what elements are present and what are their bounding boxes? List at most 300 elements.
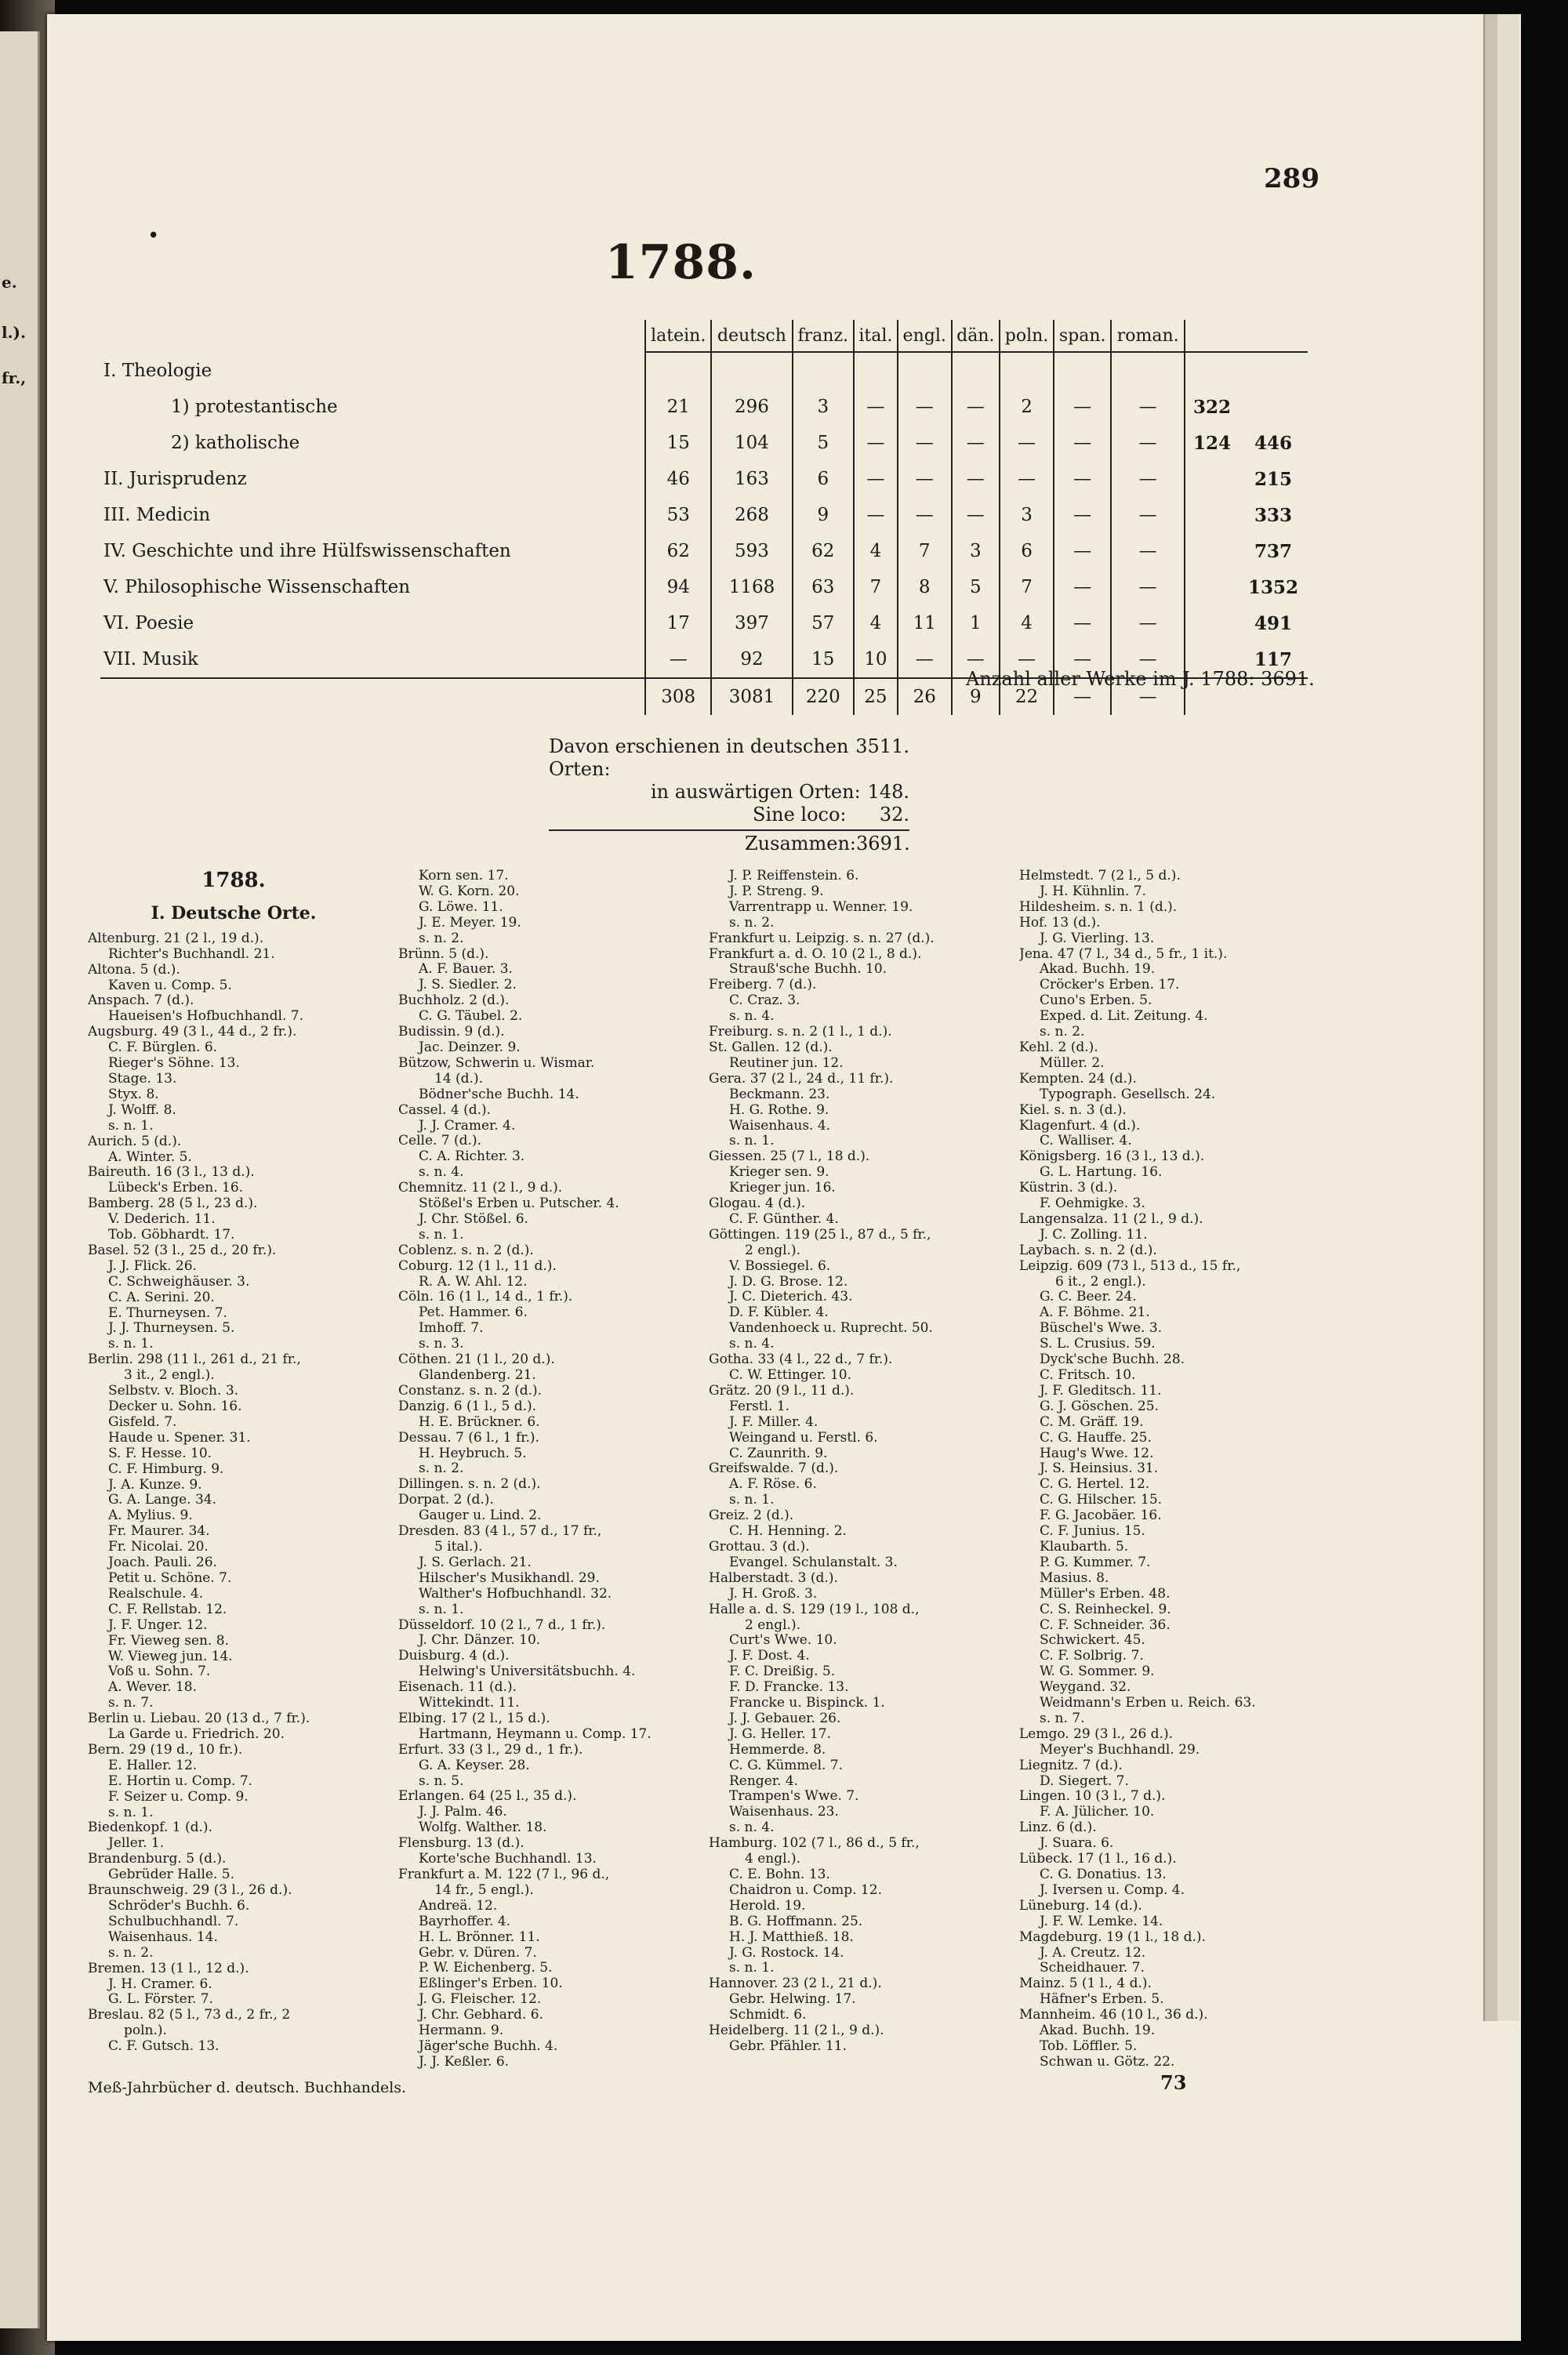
list-item: 14 fr., 5 engl.). [434, 1881, 534, 1898]
list-item: Coburg. 12 (1 l., 11 d.). [398, 1257, 557, 1274]
list-item: C. F. Himburg. 9. [108, 1461, 224, 1477]
list-item: Cöthen. 21 (1 l., 20 d.). [398, 1352, 555, 1368]
table-cell [1111, 352, 1185, 389]
table-cell: 1 [952, 605, 1000, 641]
list-item: s. n. 4. [729, 1008, 775, 1025]
list-item: s. n. 2. [729, 914, 775, 931]
list-item: J. Chr. Gebhard. 6. [419, 2007, 543, 2023]
list-item: E. Hortin u. Comp. 7. [108, 1773, 253, 1789]
table-cell: 6 [793, 461, 854, 497]
subtotal-cell [1185, 352, 1239, 389]
list-item: C. G. Hilscher. 15. [1040, 1492, 1163, 1508]
table-cell: — [898, 425, 952, 461]
table-cell: 3 [952, 533, 1000, 569]
list-item: H. J. Matthieß. 18. [729, 1929, 854, 1945]
table-cell: — [898, 497, 952, 533]
table-cell: 53 [645, 497, 711, 533]
list-item: Kiel. s. n. 3 (d.). [1019, 1101, 1127, 1118]
list-item: C. F. Rellstab. 12. [108, 1601, 227, 1617]
list-item: Helwing's Universitätsbuchh. 4. [419, 1664, 636, 1680]
table-cell: — [952, 425, 1000, 461]
list-item: s. n. 1. [108, 1804, 154, 1820]
list-item: J. E. Meyer. 19. [419, 914, 521, 931]
list-item: Petit u. Schöne. 7. [108, 1569, 232, 1586]
list-item: J. A. Kunze. 9. [108, 1476, 202, 1493]
list-item: J. S. Heinsius. 31. [1040, 1461, 1159, 1477]
list-item: Dillingen. s. n. 2 (d.). [398, 1476, 541, 1493]
summary-row: Sine loco: 32. [753, 804, 909, 826]
list-item: Decker u. Sohn. 16. [108, 1399, 242, 1414]
sum-cell: 220 [793, 678, 854, 715]
row-label: I. Theologie [103, 360, 212, 381]
list-item: H. E. Brückner. 6. [419, 1413, 540, 1430]
list-item: Flensburg. 13 (d.). [398, 1835, 524, 1852]
list-item: Langensalza. 11 (2 l., 9 d.). [1019, 1210, 1203, 1227]
list-item: Braunschweig. 29 (3 l., 26 d.). [88, 1882, 292, 1899]
list-item: Lemgo. 29 (3 l., 26 d.). [1019, 1725, 1173, 1742]
list-item: Elbing. 17 (2 l., 15 d.). [398, 1710, 550, 1726]
summary-rule [549, 829, 909, 831]
list-item: C. F. Günther. 4. [729, 1210, 839, 1227]
table-cell: — [1111, 605, 1185, 641]
list-item: Varrentrapp u. Wenner. 19. [729, 898, 913, 915]
subtotal-cell: 124 [1185, 425, 1239, 461]
list-heading: I. Deutsche Orte. [151, 902, 317, 923]
list-item: J. C. Dieterich. 43. [729, 1289, 853, 1305]
list-item: Büschel's Wwe. 3. [1040, 1320, 1163, 1337]
list-item: Dyck'sche Buchh. 28. [1040, 1352, 1185, 1368]
list-item: poln.). [124, 2023, 167, 2039]
list-item: Klagenfurt. 4 (d.). [1019, 1117, 1141, 1134]
list-item: Tob. Löffler. 5. [1040, 2037, 1138, 2054]
list-item: Hof. 13 (d.). [1019, 914, 1101, 931]
sum-cell: 25 [854, 678, 898, 715]
grand-total-cell [1239, 352, 1308, 389]
list-item: J. Wolff. 8. [108, 1101, 176, 1118]
row-label: V. Philosophische Wissenschaften [103, 577, 411, 597]
list-item: Weidmann's Erben u. Reich. 63. [1040, 1695, 1256, 1711]
table-cell [1000, 352, 1054, 389]
sum-cell: 26 [898, 678, 952, 715]
list-item: Brünn. 5 (d.). [398, 945, 489, 962]
list-item: Heidelberg. 11 (2 l., 9 d.). [709, 2023, 884, 2039]
table-cell: 5 [952, 569, 1000, 605]
list-item: J. F. Unger. 12. [108, 1617, 208, 1633]
table-cell: — [1054, 641, 1111, 678]
table-cell: 15 [645, 425, 711, 461]
list-item: Francke u. Bispinck. 1. [729, 1695, 885, 1711]
list-item: Strauß'sche Buchh. 10. [729, 961, 887, 978]
list-item: Erfurt. 33 (3 l., 29 d., 1 fr.). [398, 1741, 583, 1758]
list-item: Hartmann, Heymann u. Comp. 17. [419, 1725, 652, 1742]
list-item: Schulbuchhandl. 7. [108, 1913, 239, 1929]
table-row [100, 497, 1308, 533]
list-item: C. F. Solbrig. 7. [1040, 1648, 1144, 1664]
list-item: H. Heybruch. 5. [419, 1445, 527, 1461]
list-item: C. A. Richter. 3. [419, 1148, 525, 1165]
list-item: C. H. Henning. 2. [729, 1523, 847, 1540]
list-item: Cuno's Erben. 5. [1040, 992, 1152, 1009]
list-item: F. G. Jacobäer. 16. [1040, 1508, 1162, 1524]
list-item: Laybach. s. n. 2 (d.). [1019, 1242, 1157, 1258]
table-cell: — [1000, 425, 1054, 461]
list-item: Liegnitz. 7 (d.). [1019, 1757, 1123, 1773]
list-item: Dessau. 7 (6 l., 1 fr.). [398, 1429, 539, 1446]
list-item: Freiberg. 7 (d.). [709, 977, 817, 993]
list-item: J. J. Keßler. 6. [419, 2053, 510, 2070]
list-item: Lingen. 10 (3 l., 7 d.). [1019, 1788, 1166, 1805]
list-item: Schmidt. 6. [729, 2007, 807, 2023]
page-edge-shadow [1483, 14, 1497, 2021]
list-item: J. J. Thurneysen. 5. [108, 1320, 235, 1337]
list-item: Weygand. 32. [1040, 1679, 1131, 1696]
list-item: Eßlinger's Erben. 10. [419, 1976, 563, 1992]
statistics-table [100, 320, 1308, 715]
list-item: Gera. 37 (2 l., 24 d., 11 fr.). [709, 1070, 894, 1087]
table-row [100, 569, 1308, 605]
signature-mark: 73 [1160, 2071, 1187, 2094]
list-item: Freiburg. s. n. 2 (1 l., 1 d.). [709, 1024, 892, 1040]
list-item: Korn sen. 17. [419, 869, 509, 884]
list-item: C. W. Ettinger. 10. [729, 1367, 852, 1383]
grand-total-cell: 215 [1254, 468, 1292, 490]
list-item: Waisenhaus. 23. [729, 1804, 839, 1820]
list-item: Frankfurt a. d. O. 10 (2 l., 8 d.). [709, 945, 922, 962]
list-item: s. n. 2. [419, 930, 464, 946]
list-item: Chemnitz. 11 (2 l., 9 d.). [398, 1180, 563, 1196]
list-item: Krieger sen. 9. [729, 1164, 829, 1181]
list-item: Bayrhoffer. 4. [419, 1913, 510, 1929]
list-item: V. Bossiegel. 6. [729, 1257, 831, 1274]
list-item: J. H. Kühnlin. 7. [1040, 883, 1146, 899]
column-header: roman. [1111, 320, 1185, 352]
list-item: J. G. Fleischer. 12. [419, 1991, 542, 2008]
footer-note: Meß-Jahrbücher d. deutsch. Buchhandels. [88, 2079, 407, 2096]
list-item: G. A. Lange. 34. [108, 1492, 217, 1508]
list-item: C. A. Serini. 20. [108, 1289, 215, 1305]
list-item: s. n. 4. [729, 1820, 775, 1836]
page-stack-edge [1496, 14, 1519, 2021]
list-item: A. Mylius. 9. [108, 1508, 193, 1524]
prev-page-fragment: e. [2, 273, 17, 292]
list-item: C. F. Schneider. 36. [1040, 1617, 1171, 1633]
list-item: Tob. Göbhardt. 17. [108, 1227, 235, 1243]
list-column-1 [88, 869, 379, 2070]
table-row [100, 533, 1308, 569]
table-cell: 4 [854, 533, 898, 569]
list-item: F. C. Dreißig. 5. [729, 1664, 836, 1680]
list-item: Cöln. 16 (1 l., 14 d., 1 fr.). [398, 1289, 573, 1305]
list-item: D. Siegert. 7. [1040, 1773, 1129, 1789]
summary-total-row: Zusammen: 3691. [745, 833, 910, 855]
list-item: C. G. Täubel. 2. [419, 1008, 523, 1025]
table-cell: 62 [793, 533, 854, 569]
list-item: Waisenhaus. 4. [729, 1117, 831, 1134]
list-item: Frankfurt u. Leipzig. s. n. 27 (d.). [709, 930, 935, 946]
list-item: Küstrin. 3 (d.). [1019, 1180, 1118, 1196]
table-cell [793, 352, 854, 389]
list-item: Königsberg. 16 (3 l., 13 d.). [1019, 1148, 1205, 1165]
list-item: Krieger jun. 16. [729, 1180, 836, 1196]
table-cell: 9 [793, 497, 854, 533]
list-item: Cassel. 4 (d.). [398, 1101, 492, 1118]
list-item: Greifswalde. 7 (d.). [709, 1461, 839, 1477]
column-header: franz. [793, 320, 854, 352]
list-item: Klaubarth. 5. [1040, 1538, 1129, 1555]
list-item: Selbstv. v. Bloch. 3. [108, 1383, 239, 1399]
list-item: Mainz. 5 (1 l., 4 d.). [1019, 1976, 1152, 1992]
list-item: C. F. Bürglen. 6. [108, 1040, 218, 1056]
list-item: Pet. Hammer. 6. [419, 1305, 528, 1321]
table-cell: 63 [793, 569, 854, 605]
list-item: Bremen. 13 (1 l., 12 d.). [88, 1960, 249, 1976]
list-item: Chaidron u. Comp. 12. [729, 1881, 882, 1898]
table-cell [711, 352, 792, 389]
table-cell: — [1054, 497, 1111, 533]
sum-cell: — [1111, 678, 1185, 715]
list-item: s. n. 7. [108, 1695, 154, 1711]
list-item: F. Seizer u. Comp. 9. [108, 1788, 249, 1805]
page-number: 289 [1264, 163, 1319, 194]
list-item: Bern. 29 (19 d., 10 fr.). [88, 1741, 243, 1758]
list-item: W. G. Korn. 20. [419, 883, 520, 899]
list-item: C. Walliser. 4. [1040, 1133, 1132, 1149]
list-item: Masius. 8. [1040, 1569, 1109, 1586]
list-item: Evangel. Schulanstalt. 3. [729, 1554, 898, 1570]
list-item: Akad. Buchh. 19. [1040, 961, 1156, 978]
list-item: Schwickert. 45. [1040, 1632, 1145, 1649]
grand-total-cell [1239, 389, 1308, 425]
row-label: 2) katholische [171, 433, 300, 453]
list-item: G. A. Keyser. 28. [419, 1757, 530, 1773]
table-cell: 21 [645, 389, 711, 425]
table-cell: 104 [711, 425, 792, 461]
table-cell: — [645, 641, 711, 678]
list-item: P. W. Eichenberg. 5. [419, 1960, 553, 1976]
list-item: S. L. Crusius. 59. [1040, 1336, 1156, 1352]
list-item: s. n. 1. [729, 1960, 775, 1976]
table-cell: 57 [793, 605, 854, 641]
table-cell: — [1054, 425, 1111, 461]
list-item: Ferstl. 1. [729, 1398, 790, 1414]
list-item: Aurich. 5 (d.). [88, 1133, 182, 1149]
table-cell: 15 [793, 641, 854, 678]
table-row [100, 352, 1308, 389]
list-item: s. n. 1. [108, 1117, 154, 1134]
list-item: G. C. Beer. 24. [1040, 1289, 1137, 1305]
list-item: Glogau. 4 (d.). [709, 1196, 806, 1212]
list-item: Meyer's Buchhandl. 29. [1040, 1741, 1200, 1758]
list-item: C. G. Hauffe. 25. [1040, 1429, 1152, 1446]
row-label: IV. Geschichte und ihre Hülfswissenschaften [103, 541, 511, 561]
list-item: Bamberg. 28 (5 l., 23 d.). [88, 1196, 258, 1212]
list-item: Baireuth. 16 (3 l., 13 d.). [88, 1164, 255, 1181]
sum-cell: 22 [1000, 678, 1054, 715]
list-item: Glandenberg. 21. [419, 1367, 536, 1383]
table-cell: — [1111, 425, 1185, 461]
list-item: C. Schweighäuser. 3. [108, 1273, 250, 1290]
list-item: Giessen. 25 (7 l., 18 d.). [709, 1148, 870, 1165]
list-item: C. G. Hertel. 12. [1040, 1476, 1150, 1493]
column-header: deutsch [711, 320, 792, 352]
list-item: Altona. 5 (d.). [88, 961, 180, 978]
list-item: Haude u. Spener. 31. [108, 1429, 251, 1446]
table-cell [1054, 352, 1111, 389]
list-item: Frankfurt a. M. 122 (7 l., 96 d., [398, 1867, 610, 1882]
list-item: Waisenhaus. 14. [108, 1929, 218, 1945]
list-item: Fr. Vieweg sen. 8. [108, 1632, 229, 1649]
grand-total-cell: 117 [1254, 648, 1292, 670]
list-item: C. M. Gräff. 19. [1040, 1413, 1144, 1430]
list-item: Brandenburg. 5 (d.). [88, 1851, 227, 1867]
list-item: Anspach. 7 (d.). [88, 992, 194, 1009]
list-item: Gebrüder Halle. 5. [108, 1867, 234, 1883]
table-cell: — [1054, 461, 1111, 497]
list-item: Akad. Buchh. 19. [1040, 2023, 1156, 2039]
table-cell: — [898, 641, 952, 678]
row-label: II. Jurisprudenz [103, 469, 247, 489]
list-item: J. F. W. Lemke. 14. [1040, 1913, 1163, 1929]
row-label: III. Medicin [103, 505, 211, 525]
places-list [88, 869, 1311, 2070]
list-item: Realschule. 4. [108, 1585, 204, 1602]
list-item: Andreä. 12. [419, 1897, 498, 1914]
list-item: Gebr. v. Düren. 7. [419, 1944, 537, 1961]
table-cell: — [854, 497, 898, 533]
list-item: Rieger's Söhne. 13. [108, 1055, 240, 1072]
table-header-row [100, 320, 1308, 352]
list-item: Lübeck's Erben. 16. [108, 1180, 244, 1196]
list-item: S. F. Hesse. 10. [108, 1445, 212, 1461]
list-item: 5 ital.). [434, 1538, 483, 1555]
list-item: Celle. 7 (d.). [398, 1133, 481, 1149]
list-item: J. G. Rostock. 14. [729, 1944, 844, 1961]
list-item: J. G. Heller. 17. [729, 1725, 832, 1742]
list-item: J. J. Cramer. 4. [419, 1117, 516, 1134]
list-item: Lübeck. 17 (1 l., 16 d.). [1019, 1851, 1177, 1867]
list-item: Berlin. 298 (11 l., 261 d., 21 fr., [88, 1352, 301, 1368]
grand-total-cell: 1352 [1247, 576, 1298, 598]
sum-cell: 3081 [711, 678, 792, 715]
list-item: Wittekindt. 11. [419, 1695, 520, 1711]
subtotal-cell [1185, 497, 1239, 533]
list-item: Trampen's Wwe. 7. [729, 1788, 859, 1805]
total-works-line: Anzahl aller Werke im J. 1788: 3691. [966, 668, 1315, 690]
list-column-2 [398, 869, 690, 2070]
table-cell: 397 [711, 605, 792, 641]
table-cell: 92 [711, 641, 792, 678]
list-item: C. F. Junius. 15. [1040, 1523, 1145, 1540]
list-item: 14 (d.). [434, 1070, 483, 1087]
list-item: Leipzig. 609 (73 l., 513 d., 15 fr., [1019, 1257, 1241, 1274]
list-item: Beckmann. 23. [729, 1086, 830, 1102]
list-item: J. F. Dost. 4. [729, 1648, 810, 1664]
list-item: s. n. 1. [729, 1492, 775, 1508]
list-item: Breslau. 82 (5 l., 73 d., 2 fr., 2 [88, 2007, 291, 2023]
table-cell: 3 [793, 389, 854, 425]
list-item: F. D. Francke. 13. [729, 1679, 849, 1696]
list-item: Erlangen. 64 (25 l., 35 d.). [398, 1788, 577, 1805]
bullet-mark: • [147, 224, 160, 248]
list-item: s. n. 5. [419, 1773, 464, 1789]
list-item: Coblenz. s. n. 2 (d.). [398, 1242, 534, 1258]
list-item: Gebr. Pfähler. 11. [729, 2037, 848, 2054]
list-item: Schwan u. Götz. 22. [1040, 2053, 1175, 2070]
list-item: A. F. Bauer. 3. [419, 961, 513, 978]
table-cell: 7 [898, 533, 952, 569]
list-item: Bödner'sche Buchh. 14. [419, 1086, 579, 1102]
list-item: V. Dederich. 11. [108, 1211, 216, 1228]
list-item: H. L. Brönner. 11. [419, 1929, 540, 1945]
list-item: s. n. 2. [419, 1461, 464, 1477]
table-cell: 2 [1000, 389, 1054, 425]
prev-page-fragment: fr., [2, 368, 27, 387]
column-header: dän. [952, 320, 1000, 352]
list-item: Göttingen. 119 (25 l., 87 d., 5 fr., [709, 1226, 931, 1243]
list-item: C. G. Donatius. 13. [1040, 1867, 1167, 1882]
list-item: Lüneburg. 14 (d.). [1019, 1897, 1142, 1914]
table-cell: — [1111, 533, 1185, 569]
subtotal-cell [1185, 569, 1239, 605]
table-cell: 1168 [711, 569, 792, 605]
table-cell: 3 [1000, 497, 1054, 533]
table-cell: 11 [898, 605, 952, 641]
list-item: J. P. Reiffenstein. 6. [729, 869, 859, 884]
list-item: J. F. Gleditsch. 11. [1040, 1382, 1162, 1399]
column-header: span. [1054, 320, 1111, 352]
list-item: Grätz. 20 (9 l., 11 d.). [709, 1382, 855, 1399]
table-body [100, 352, 1308, 678]
list-item: Hannover. 23 (2 l., 21 d.). [709, 1976, 882, 1992]
list-item: Vandenhoeck u. Ruprecht. 50. [729, 1320, 933, 1337]
row-label: 1) protestantische [171, 397, 338, 417]
column-header: poln. [1000, 320, 1054, 352]
list-item: 2 engl.). [745, 1242, 800, 1258]
list-item: J. J. Flick. 26. [108, 1257, 197, 1274]
table-cell: 62 [645, 533, 711, 569]
list-item: Kaven u. Comp. 5. [108, 977, 232, 993]
table-cell: — [1054, 569, 1111, 605]
grand-total-cell: 737 [1254, 540, 1292, 562]
list-item: Hamburg. 102 (7 l., 86 d., 5 fr., [709, 1835, 920, 1852]
list-item: Walther's Hofbuchhandl. 32. [419, 1585, 612, 1602]
list-item: Dorpat. 2 (d.). [398, 1492, 494, 1508]
list-item: La Garde u. Friedrich. 20. [108, 1726, 285, 1743]
summary-row: in auswärtigen Orten: 148. [651, 781, 909, 803]
table-cell: — [854, 389, 898, 425]
column-header: ital. [854, 320, 898, 352]
table-cell: — [1054, 533, 1111, 569]
subtotal-cell: 322 [1185, 389, 1239, 425]
grand-total-cell: 491 [1254, 612, 1292, 634]
table-cell: — [854, 425, 898, 461]
list-item: Hermann. 9. [419, 2023, 504, 2039]
table-cell: 296 [711, 389, 792, 425]
sum-cell: 9 [952, 678, 1000, 715]
list-item: J. C. Zolling. 11. [1040, 1226, 1148, 1243]
list-item: Gauger u. Lind. 2. [419, 1508, 542, 1524]
list-item: Stage. 13. [108, 1070, 177, 1087]
list-item: Richter's Buchhandl. 21. [108, 945, 275, 962]
table-cell: — [1111, 461, 1185, 497]
list-item: Jac. Deinzer. 9. [419, 1039, 521, 1055]
list-item: Hemmerde. 8. [729, 1741, 826, 1758]
list-item: Jäger'sche Buchh. 4. [419, 2037, 558, 2054]
list-item: G. J. Göschen. 25. [1040, 1398, 1159, 1414]
table-cell: — [1111, 569, 1185, 605]
list-item: Mannheim. 46 (10 l., 36 d.). [1019, 2007, 1208, 2023]
list-item: Constanz. s. n. 2 (d.). [398, 1382, 543, 1399]
